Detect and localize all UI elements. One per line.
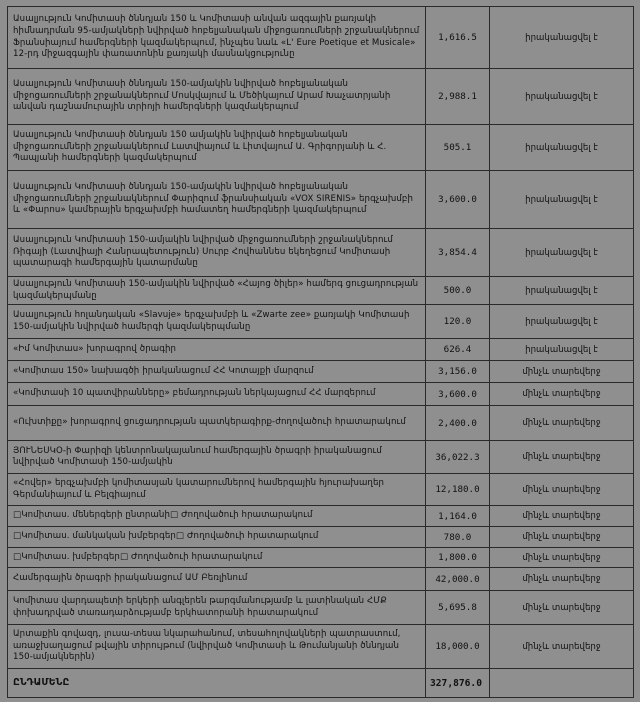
row-amount: 2,400.0 — [426, 406, 490, 441]
row-amount: 1,164.0 — [426, 506, 490, 527]
table-row — [8, 229, 634, 277]
table-row — [8, 548, 634, 568]
table-row — [8, 7, 634, 69]
row-amount: 3,156.0 — [426, 361, 490, 383]
row-amount: 3,600.0 — [426, 171, 490, 229]
row-status: մինչև տարեվերջ — [490, 625, 634, 669]
row-description: Ասալյություն Կոմիտասի ծննդյան 150 ամյակին նվիրված հոբելյանական միջոցառումների շրջանակներում Լատվիայում և Լիտվայում Ա. Գրիգորյանի և Հ. Պապյանի համերգների կազմակերպում — [8, 125, 426, 171]
table-row — [8, 383, 634, 406]
table-row — [8, 474, 634, 506]
total-status — [490, 669, 634, 698]
row-description: «Ուխտիքը» խորագրով ցուցադրության պատկերագիրք-ժողովածուի հրատարակում — [8, 406, 426, 441]
table-row — [8, 339, 634, 361]
row-description: Ասալյություն հոլանդական «Slavuje» երգչախմբի և «Zwarte zee» քառյակի Կոմիտասի 150-ամյակին նվիրված համերգի կազմակերպմանը — [8, 305, 426, 339]
total-row — [8, 669, 634, 698]
row-status: մինչև տարեվերջ — [490, 527, 634, 548]
row-description: □Կոմիտաս. խմբերգեր□ Ժողովածուի հրատարակում — [8, 548, 426, 568]
row-status: մինչև տարեվերջ — [490, 591, 634, 625]
table-row — [8, 441, 634, 474]
row-description: «Կոմիտասի 10 պատվիրանները» բեմադրության ներկայացում ՀՀ մարզերում — [8, 383, 426, 406]
row-status: իրականացվել է — [490, 339, 634, 361]
row-description: «Իմ Կոմիտաս» խորագրով ծրագիր — [8, 339, 426, 361]
row-status: մինչև տարեվերջ — [490, 441, 634, 474]
row-status: մինչև տարեվերջ — [490, 474, 634, 506]
budget-table-body — [8, 7, 634, 698]
row-description: ՅՈՒՆԵՍԿՕ-ի Փարիզի կենտրոնակայանում համերգային ծրագրի իրականացում նվիրված Կոմիտասի 150-ամյակին — [8, 441, 426, 474]
row-description: Ասալյություն Կոմիտասի ծննդյան 150-ամյակին նվիրված հոբելյանական միջոցառումների շրջանակներում Մոսկվայում և Մեծիկայում Արամ Խաչատրյանի անվան դաշնամուրային տրիոյի համերգների կազմակերպում — [8, 69, 426, 125]
row-status: իրականացվել է — [490, 69, 634, 125]
row-status: մինչև տարեվերջ — [490, 506, 634, 527]
row-description: Ասալյություն Կոմիտասի ծննդյան 150 և Կոմիտասի անվան ազգային քառյակի հիմնադրման 95-ամյակների նվիրված հոբելյանական միջոցառումների շրջանակներում Ֆրանսիայում համերգների կազմակերպում, ինչպես նաև «L' Eure Poetique et Musicale» 12-րդ միջազգային փառատոնին քառյակի մասնակցությունը — [8, 7, 426, 69]
row-amount: 1,800.0 — [426, 548, 490, 568]
table-row — [8, 406, 634, 441]
budget-table — [7, 6, 634, 698]
row-amount: 2,988.1 — [426, 69, 490, 125]
row-amount: 18,000.0 — [426, 625, 490, 669]
row-status: իրականացվել է — [490, 229, 634, 277]
row-description: «Հովեր» երգչախմբի կոմիտասյան կատարումներով համերգային հյուրախաղեր Գերմանիայում և Բելգիայում — [8, 474, 426, 506]
table-row — [8, 506, 634, 527]
row-status: իրականացվել է — [490, 7, 634, 69]
row-description: □Կոմիտաս. մանկական խմբերգեր□ Ժողովածուի հրատարակում — [8, 527, 426, 548]
row-description: Համերգային ծրագրի իրականացում ԱՄ Բեռլինում — [8, 568, 426, 591]
row-amount: 500.0 — [426, 277, 490, 305]
row-status: մինչև տարեվերջ — [490, 406, 634, 441]
table-row — [8, 125, 634, 171]
table-row — [8, 69, 634, 125]
row-description: Ասալյություն Կոմիտասի 150-ամյակին նվիրված միջոցառումների շրջանակներում Ռիգայի (Լատվիայի Հանրապետություն) Սուրբ Հովհաննես եկեղեցում Կոմիտասի պատարագի համերգային կատարմանը — [8, 229, 426, 277]
table-row — [8, 625, 634, 669]
total-label: ԸՆԴԱՄԵՆԸ — [8, 669, 426, 698]
row-amount: 505.1 — [426, 125, 490, 171]
table-row — [8, 361, 634, 383]
row-status: մինչև տարեվերջ — [490, 383, 634, 406]
table-row — [8, 305, 634, 339]
row-amount: 5,695.8 — [426, 591, 490, 625]
row-status: մինչև տարեվերջ — [490, 548, 634, 568]
table-row — [8, 527, 634, 548]
row-description: □Կոմիտաս. մեներգերի ընտրանի□ Ժողովածուի հրատարակում — [8, 506, 426, 527]
table-row — [8, 277, 634, 305]
row-description: Կոմիտաս վարդապետի երկերի անգլերեն թարգմանությամբ և լատինական ՀՄՔ փոխադրված տառադարձությամբ երկհատորանի հրատարակում — [8, 591, 426, 625]
table-row — [8, 591, 634, 625]
total-amount: 327,876.0 — [426, 669, 490, 698]
row-amount: 1,616.5 — [426, 7, 490, 69]
table-row — [8, 171, 634, 229]
row-status: մինչև տարեվերջ — [490, 568, 634, 591]
row-amount: 12,180.0 — [426, 474, 490, 506]
row-amount: 3,600.0 — [426, 383, 490, 406]
row-status: իրականացվել է — [490, 171, 634, 229]
row-status: իրականացվել է — [490, 125, 634, 171]
row-amount: 120.0 — [426, 305, 490, 339]
row-status: մինչև տարեվերջ — [490, 361, 634, 383]
row-amount: 626.4 — [426, 339, 490, 361]
row-amount: 42,000.0 — [426, 568, 490, 591]
row-status: իրականացվել է — [490, 305, 634, 339]
row-description: Ասալյություն Կոմիտասի ծննդյան 150-ամյակին նվիրված հոբելյանական միջոցառումների շրջանակներում Փարիզում ֆրանսիական «VOX SIRENIS» երգչախմբի և «Փարոս» կամերային երգչախմբի համատեղ համերգների կազմակերպում — [8, 171, 426, 229]
table-row — [8, 568, 634, 591]
row-amount: 3,854.4 — [426, 229, 490, 277]
row-status: իրականացվել է — [490, 277, 634, 305]
row-description: Արտաքին գովազդ, լուսա-տեսա նկարահանում, տեսահոլովակների պատրաստում, առաջխաղացում թվային տիրույթում (նվիրված Կոմիտասի և Թումանյանի ծննդյան 150-ամյակներին) — [8, 625, 426, 669]
row-description: Ասալյություն Կոմիտասի 150-ամյակին նվիրված «Հայոց ծիլեր» համերգ ցուցադրության կազմակերպմանը — [8, 277, 426, 305]
row-description: «Կոմիտաս 150» նախագծի իրականացում ՀՀ Կոտայքի մարզում — [8, 361, 426, 383]
row-amount: 780.0 — [426, 527, 490, 548]
row-amount: 36,022.3 — [426, 441, 490, 474]
